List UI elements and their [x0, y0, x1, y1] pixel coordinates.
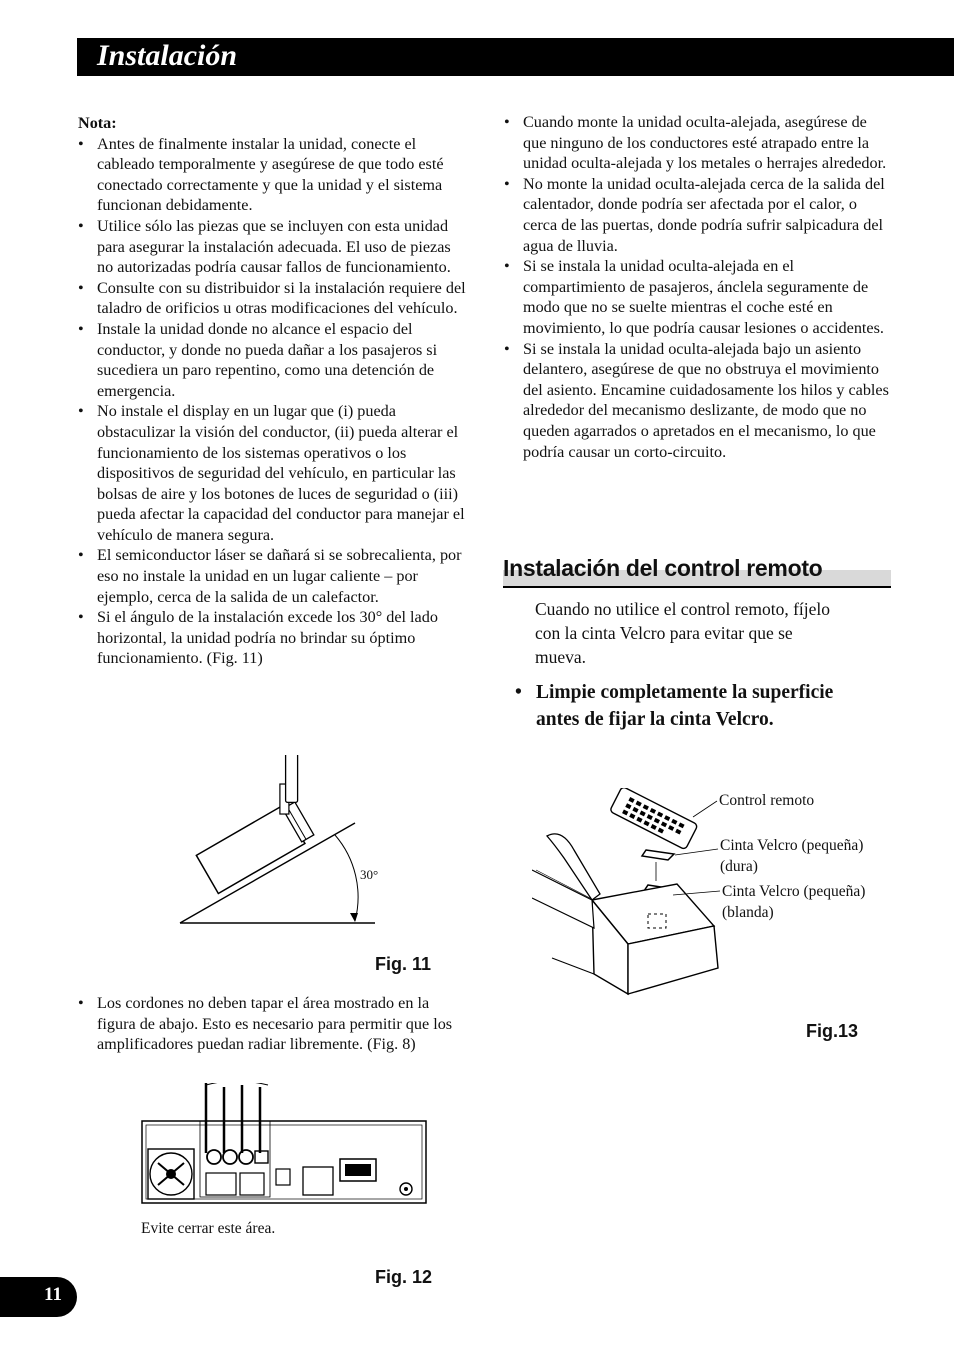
- left-column-lower: [78, 993, 468, 1055]
- angle-label: 30°: [360, 867, 379, 882]
- cord-list: [78, 993, 468, 1055]
- velcro-soft-label: [722, 881, 865, 923]
- list-item: • No instale el display en un lugar que (i) pueda obstaculizar la visión del conductor, (ii) pueda alterar el funcionamiento de los sistemas operativos o los dispositivos de seguridad del vehículo, en particular las bolsas de aire y los botones de luces de seguridad o (iii) pueda afectar la capacidad del conductor para manejar el vehículo de manera segura.: [78, 401, 468, 545]
- section-title: Instalación del control remoto: [503, 555, 823, 581]
- step-bullet: •: [515, 682, 522, 703]
- fig13-caption: Fig.13: [806, 1021, 859, 1041]
- list-item: • El semiconductor láser se dañará si se sobrecalienta, por eso no instale la unidad en un lugar caliente – por ejemplo, cerca de la salida de un calefactor.: [78, 545, 468, 607]
- velcro-hard-label: [720, 835, 863, 877]
- list-item: • Cuando monte la unidad oculta-alejada, asegúrese de que ninguno de los conductores esté atrapado entre la unidad oculta-alejada y los metales o herrajes alrededor.: [504, 112, 894, 174]
- list-item: • Si se instala la unidad oculta-alejada bajo un asiento delantero, asegúrese de que no obstruya el movimiento del asiento. Encamine cuidadosamente los hilos y cables alrededor del mecanismo deslizante, de modo que no queden agarrados o apretados en el mecanismo, lo que podría causar un corto-circuito.: [504, 339, 894, 463]
- intro-paragraph: Cuando no utilice el control remoto, fíjelo con la cinta Velcro para evitar que se mueva.: [535, 599, 830, 667]
- remote-unit-list: [504, 112, 894, 462]
- velcro-soft-label-line2: (blanda): [722, 904, 774, 921]
- step-instruction: [515, 679, 860, 733]
- step-text: Limpie completamente la superficie antes de fijar la cinta Velcro.: [536, 682, 834, 730]
- page-header: [77, 38, 954, 76]
- avoid-area-label: Evite cerrar este área.: [141, 1220, 276, 1237]
- fig12-caption: Fig. 12: [375, 1267, 433, 1287]
- list-item: • Antes de finalmente instalar la unidad, conecte el cableado temporalmente y asegúrese de que todo esté conectado correctamente y que la unidad y el sistema funcionan debidamente.: [78, 134, 468, 216]
- list-item: • Si se instala la unidad oculta-alejada en el compartimiento de pasajeros, ánclela seguramente de modo que no se suelte mientras el coche esté en movimiento, lo que podría causar lesiones o accidentes.: [504, 256, 894, 338]
- left-column: [78, 113, 468, 669]
- velcro-soft-label-line1: Cinta Velcro (pequeña): [722, 883, 866, 900]
- right-column: [504, 112, 894, 462]
- fig11-caption: Fig. 11: [375, 954, 432, 974]
- page-number: 11: [44, 1284, 62, 1305]
- list-item: • Consulte con su distribuidor si la instalación requiere del taladro de orificios u otras modificaciones del vehículo.: [78, 278, 468, 319]
- velcro-hard-label-line1: Cinta Velcro (pequeña): [720, 837, 864, 854]
- list-item: • Instale la unidad donde no alcance el espacio del conductor, y donde no pueda dañar a los pasajeros si sucediera un paro repentino, como una detención de emergencia.: [78, 319, 468, 401]
- list-item: • Los cordones no deben tapar el área mostrado en la figura de abajo. Esto es necesario para permitir que los amplificadores puedan radiar libremente. (Fig. 8): [78, 993, 468, 1055]
- fig11-angle-illustration: [175, 755, 385, 927]
- fig13-leader-lines: [665, 795, 725, 905]
- list-item: • No monte la unidad oculta-alejada cerca de la salida del calentador, donde podría ser afectada por el calor, o cerca de las puertas, donde podría sufrir salpicadura del agua de lluvia.: [504, 174, 894, 256]
- remote-control-label: Control remoto: [719, 792, 815, 809]
- list-item: • Si el ángulo de la instalación excede los 30° del lado horizontal, la unidad podría no brindar su óptimo funcionamiento. (Fig. 11): [78, 607, 468, 669]
- list-item: • Utilice sólo las piezas que se incluyen con esta unidad para asegurar la instalación adecuada. El uso de piezas no autorizadas podría causar fallos de funcionamiento.: [78, 216, 468, 278]
- velcro-hard-label-line2: (dura): [720, 858, 758, 875]
- note-list: [78, 134, 468, 669]
- fig12-rear-panel-illustration: [140, 1083, 430, 1205]
- page-title: Instalación: [97, 39, 238, 72]
- section-heading: [503, 555, 891, 587]
- note-heading: Nota:: [78, 114, 117, 132]
- page-number-tab: [0, 1277, 77, 1317]
